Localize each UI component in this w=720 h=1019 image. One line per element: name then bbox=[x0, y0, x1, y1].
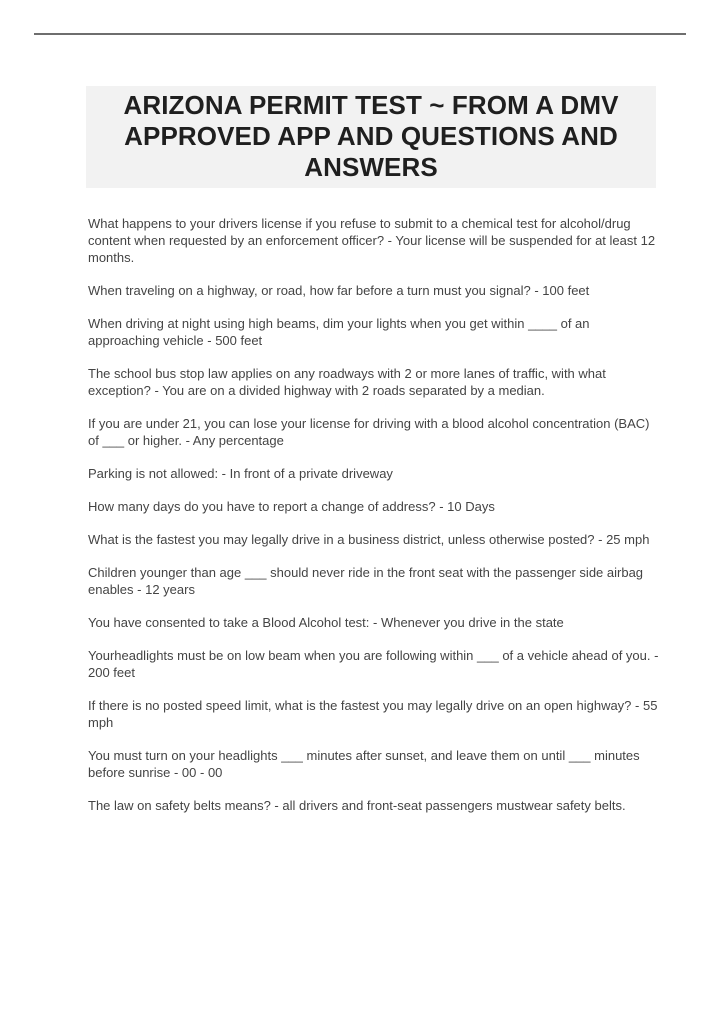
qa-item-10: You have consented to take a Blood Alcohol test: - Whenever you drive in the state bbox=[88, 615, 564, 630]
qa-item-1: What happens to your drivers license if you refuse to submit to a chemical test for alcohol/drug content when requested by an enforcement officer? - Your license will be suspended for at least 12 months. bbox=[88, 216, 656, 265]
document-title: ARIZONA PERMIT TEST ~ FROM A DMV APPROVED APP AND QUESTIONS AND ANSWERS bbox=[123, 90, 619, 182]
qa-item-14: The law on safety belts means? - all drivers and front-seat passengers mustwear safety belts. bbox=[88, 798, 626, 813]
qa-item-4: The school bus stop law applies on any roadways with 2 or more lanes of traffic, with what exception? - You are on a divided highway with 2 roads separated by a median. bbox=[88, 366, 606, 398]
qa-item-13: You must turn on your headlights ___ minutes after sunset, and leave them on until ___ minutes before sunrise - 00 - 00 bbox=[88, 748, 640, 780]
qa-item-12: If there is no posted speed limit, what is the fastest you may legally drive on an open highway? - 55 mph bbox=[88, 698, 658, 730]
qa-item-7: How many days do you have to report a change of address? - 10 Days bbox=[88, 499, 495, 514]
qa-item-11: Yourheadlights must be on low beam when you are following within ___ of a vehicle ahead of you. - 200 feet bbox=[88, 648, 659, 680]
qa-item-3: When driving at night using high beams, dim your lights when you get within ____ of an approaching vehicle - 500 feet bbox=[88, 316, 590, 348]
header-rule bbox=[34, 33, 686, 35]
qa-item-5: If you are under 21, you can lose your license for driving with a blood alcohol concentration (BAC) of ___ or higher. - Any percentage bbox=[88, 416, 650, 448]
qa-item-8: What is the fastest you may legally drive in a business district, unless otherwise posted? - 25 mph bbox=[88, 532, 650, 547]
qa-item-9: Children younger than age ___ should never ride in the front seat with the passenger side airbag enables - 12 years bbox=[88, 565, 644, 597]
qa-list bbox=[88, 215, 660, 830]
qa-item-6: Parking is not allowed: - In front of a private driveway bbox=[88, 466, 393, 481]
qa-item-2: When traveling on a highway, or road, how far before a turn must you signal? - 100 feet bbox=[88, 283, 590, 298]
